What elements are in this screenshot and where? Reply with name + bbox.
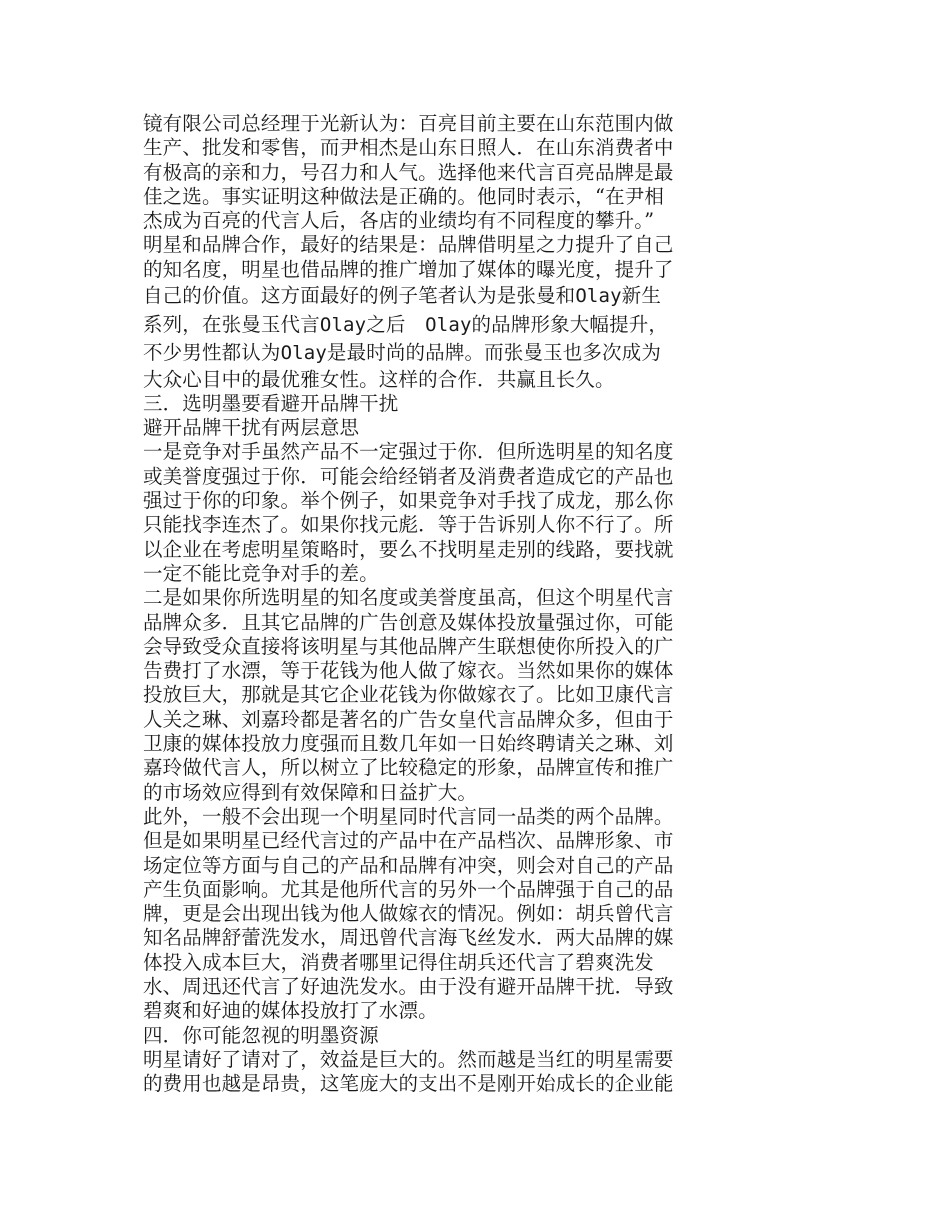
text-line: 镜有限公司总经理于光新认为：百亮目前主要在山东范围内做 — [143, 112, 674, 135]
text-line: 体投入成本巨大，消费者哪里记得住胡兵还代言了碧爽洗发 — [143, 950, 654, 974]
text-line: 会导致受众直接将该明星与其他品牌产生联想使你所投入的广 — [143, 634, 674, 658]
text-segment: 的品牌形象大幅提升， — [471, 312, 669, 336]
text-line — [143, 339, 743, 368]
brand-name: Olay — [575, 285, 622, 308]
brand-name: Olay — [425, 313, 472, 336]
article-body — [143, 112, 743, 1096]
text-line: 但是如果明星已经代言过的产品中在产品档次、品牌形象、市 — [143, 829, 674, 853]
text-line: 明星请好了请对了，效益是巨大的。然而越是当红的明星需要 — [143, 1047, 674, 1071]
text-line: 以企业在考虑明星策略时，要么不找明星走别的线路，要找就 — [143, 537, 674, 561]
text-line: 避开品牌干扰有两层意思 — [143, 416, 360, 440]
text-segment: 自己的价值。这方面最好的例子笔者认为是张曼和 — [143, 284, 576, 308]
text-line: 只能找李连杰了。如果你找元彪．等于告诉别人你不行了。所 — [143, 513, 674, 537]
text-line: 知名品牌舒蕾洗发水，周迅曾代言海飞丝发水．两大品牌的媒 — [143, 926, 674, 950]
text-line: 牌，更是会出现出钱为他人做嫁衣的情况。例如：胡兵曾代言 — [143, 902, 674, 926]
text-line: 或美誉度强过于你．可能会给经销者及消费者造成它的产品也 — [143, 464, 674, 488]
text-line: 有极高的亲和力，号召力和人气。选择他来代言百亮品牌是最 — [143, 160, 674, 184]
text-line: 的知名度，明星也借品牌的推广增加了媒体的曝光度，提升了 — [143, 257, 674, 281]
text-line: 一定不能比竞争对手的差。 — [143, 561, 379, 585]
text-line: 明星和品牌合作，最好的结果是：品牌借明星之力提升了自己 — [143, 233, 674, 257]
text-segment: 系列，在张曼玉代言 — [143, 312, 320, 336]
text-line: 佳之选。事实证明这种做法是正确的。他同时表示，“在尹相 — [143, 184, 665, 208]
text-line: 投放巨大，那就是其它企业花钱为你做嫁衣了。比如卫康代言 — [143, 683, 674, 707]
text-line: 碧爽和好迪的媒体投放打了水漂。 — [143, 999, 438, 1023]
text-line: 嘉玲做代言人，所以树立了比较稳定的形象，品牌宣传和推广 — [143, 756, 674, 780]
text-line: 告费打了水漂，等于花钱为他人做了嫁衣。当然如果你的媒体 — [143, 659, 674, 683]
text-line — [143, 282, 743, 311]
text-line: 的费用也越是昂贵，这笔庞大的支出不是刚开始成长的企业能 — [143, 1072, 674, 1096]
text-line: 此外，一般不会出现一个明星同时代言同一品类的两个品牌。 — [143, 804, 674, 828]
text-line: 生产、批发和零售，而尹相杰是山东日照人．在山东消费者中 — [143, 136, 674, 160]
text-line: 杰成为百亮的代言人后，各店的业绩均有不同程度的攀升。” — [143, 209, 655, 233]
text-line: 的市场效应得到有效保障和日益扩大。 — [143, 780, 478, 804]
text-line: 大众心目中的最优雅女性。这样的合作．共赢且长久。 — [143, 367, 615, 391]
text-line: 二是如果你所选明星的知名度或美誉度虽高，但这个明星代言 — [143, 586, 674, 610]
text-line: 品牌众多．且其它品牌的广告创意及媒体投放量强过你，可能 — [143, 610, 674, 634]
brand-name: Olay — [280, 342, 327, 365]
text-line: 水、周迅还代言了好迪洗发水。由于没有避开品牌干扰．导致 — [143, 975, 674, 998]
text-line: 四．你可能忽视的明墨资源 — [143, 1023, 379, 1047]
text-segment: 之后 — [366, 312, 426, 336]
text-line: 一是竞争对手虽然产品不一定强过于你．但所选明星的知名度 — [143, 440, 674, 464]
text-segment: 新生 — [621, 284, 661, 308]
text-line: 三．选明墨要看避开品牌干扰 — [143, 391, 399, 415]
text-line — [143, 311, 743, 340]
text-line: 人关之琳、刘嘉玲都是著名的广告女皇代言品牌众多，但由于 — [143, 707, 674, 731]
text-line: 卫康的媒体投放力度强而且数几年如一日始终聘请关之琳、刘 — [143, 732, 674, 756]
text-segment: 不少男性都认为 — [143, 341, 281, 365]
brand-name: Olay — [319, 313, 367, 336]
text-segment: 是最时尚的品牌。而张曼玉也多次成为 — [326, 341, 661, 365]
text-line: 产生负面影响。尤其是他所代言的另外一个品牌强于自己的品 — [143, 877, 674, 901]
text-line: 场定位等方面与自己的产品和品牌有冲突，则会对自己的产品 — [143, 853, 674, 877]
text-line: 强过于你的印象。举个例子，如果竞争对手找了成龙，那么你 — [143, 489, 674, 513]
